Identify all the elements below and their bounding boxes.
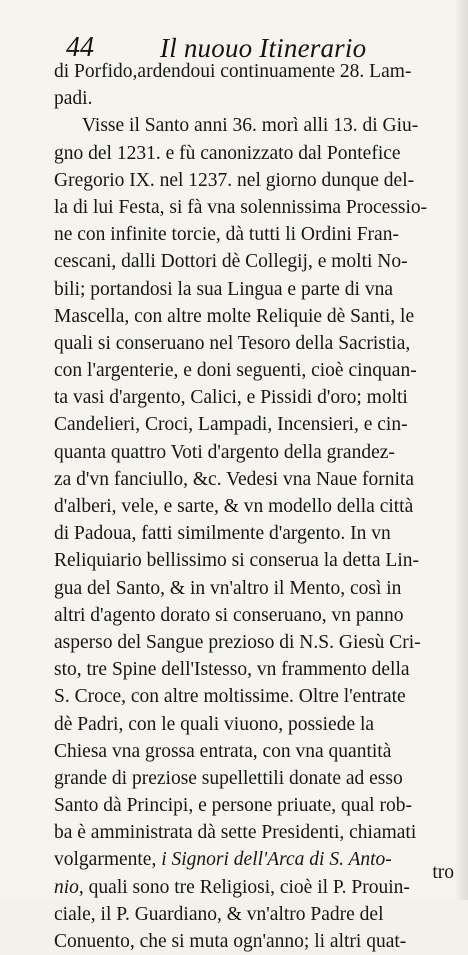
text-line — [54, 112, 464, 139]
text-line — [54, 602, 464, 629]
text-line — [54, 411, 464, 438]
text-line — [54, 85, 464, 112]
plain-run: , quali sono tre Religiosi, cioè il P. Prouin- — [78, 876, 410, 898]
text-line — [54, 167, 464, 194]
plain-run: Reliquiario bellissimo si conserua la detta Lin- — [54, 550, 419, 572]
plain-run: S. Croce, con altre moltissime. Oltre l'entrate — [54, 686, 406, 708]
text-line — [54, 711, 464, 738]
text-line — [54, 466, 464, 493]
text-line — [54, 58, 464, 85]
plain-run: quanta quattro Voti d'argento della grandez- — [54, 441, 395, 463]
text-line — [54, 683, 464, 710]
text-line — [54, 547, 464, 574]
text-line — [54, 819, 464, 846]
plain-run: Visse il Santo anni 36. morì alli 13. di Giu- — [82, 115, 419, 137]
plain-run: cescani, dalli Dottori dè Collegij, e molti No- — [54, 251, 408, 273]
plain-run: d'alberi, vele, e sarte, & vn modello della città — [54, 496, 414, 517]
plain-run: Gregorio IX. nel 1237. nel giorno dunque del- — [54, 169, 415, 191]
text-line — [54, 303, 464, 330]
plain-run: ne con infinite torcie, dà tutti li Ordini Fran- — [54, 224, 399, 246]
text-line — [54, 276, 464, 303]
plain-run: padi. — [54, 88, 93, 110]
text-line — [54, 520, 464, 547]
body-text — [54, 58, 464, 955]
plain-run: gno del 1231. e fù canonizzato dal Pontefice — [54, 142, 401, 164]
italic-run: i Signori dell'Arca di S. Anto- — [161, 849, 392, 871]
text-line — [54, 575, 464, 602]
plain-run: gua del Santo, & in vn'altro il Mento, così in — [54, 577, 402, 599]
text-line — [54, 928, 464, 955]
plain-run: ta vasi d'argento, Calici, e Pissidi d'oro; molti — [54, 387, 408, 409]
plain-run: Candelieri, Croci, Lampadi, Incensieri, e cin- — [54, 414, 408, 436]
plain-run: ciale, il P. Guardiano, & vn'altro Padre del — [54, 903, 384, 925]
text-line — [54, 221, 464, 248]
plain-run: di Porfido,ardendoui continuamente 28. Lam- — [54, 61, 412, 82]
plain-run: dè Padri, con le quali viuono, possiede la — [54, 713, 375, 735]
plain-run: Mascella, con altre molte Reliquie dè Santi, le — [54, 305, 415, 327]
text-line — [54, 330, 464, 357]
text-line — [54, 874, 464, 901]
text-line — [54, 248, 464, 275]
italic-run: nio — [54, 876, 79, 898]
plain-run: quali si conseruano nel Tesoro della Sacristia, — [54, 332, 411, 354]
text-line — [54, 901, 464, 928]
text-line — [54, 792, 464, 819]
text-line — [54, 384, 464, 411]
plain-run: asperso del Sangue prezioso di N.S. Giesù Cri- — [54, 631, 421, 653]
plain-run: Chiesa vna grossa entrata, con vna quantità — [54, 740, 392, 762]
text-line — [54, 846, 464, 873]
plain-run: Santo dà Principi, e persone priuate, qual rob- — [54, 795, 412, 817]
plain-run: bili; portandosi la sua Lingua e parte di vna — [54, 278, 393, 300]
plain-run: con l'argenterie, e doni seguenti, cioè cinquan- — [54, 360, 417, 382]
page-number: 44 — [66, 32, 94, 63]
plain-run: di Padoua, fatti similmente d'argento. In vn — [54, 523, 391, 545]
text-line — [54, 140, 464, 167]
plain-run: la di lui Festa, si fà vna solennissima Processio- — [54, 196, 428, 218]
text-line — [54, 656, 464, 683]
plain-run: grande di preziose supellettili donate ad esso — [54, 767, 403, 789]
text-line — [54, 738, 464, 765]
text-line — [54, 439, 464, 466]
plain-run: za d'vn fanciullo, &c. Vedesi vna Naue fornita — [54, 468, 414, 490]
text-line — [54, 765, 464, 792]
plain-run: Conuento, che si muta ogn'anno; li altri quat- — [54, 931, 407, 952]
plain-run: ba è amministrata dà sette Presidenti, chiamati — [54, 822, 417, 844]
plain-run: altri d'agento dorato si conseruano, vn panno — [54, 604, 404, 626]
catchword: tro — [432, 862, 454, 883]
plain-run: volgarmente, — [54, 849, 162, 871]
text-line — [54, 194, 464, 221]
text-line — [54, 493, 464, 520]
running-title: Il nuouo Itinerario — [160, 33, 367, 63]
text-line — [54, 357, 464, 384]
plain-run: sto, tre Spine dell'Istesso, vn frammento della — [54, 659, 410, 681]
text-line — [54, 629, 464, 656]
